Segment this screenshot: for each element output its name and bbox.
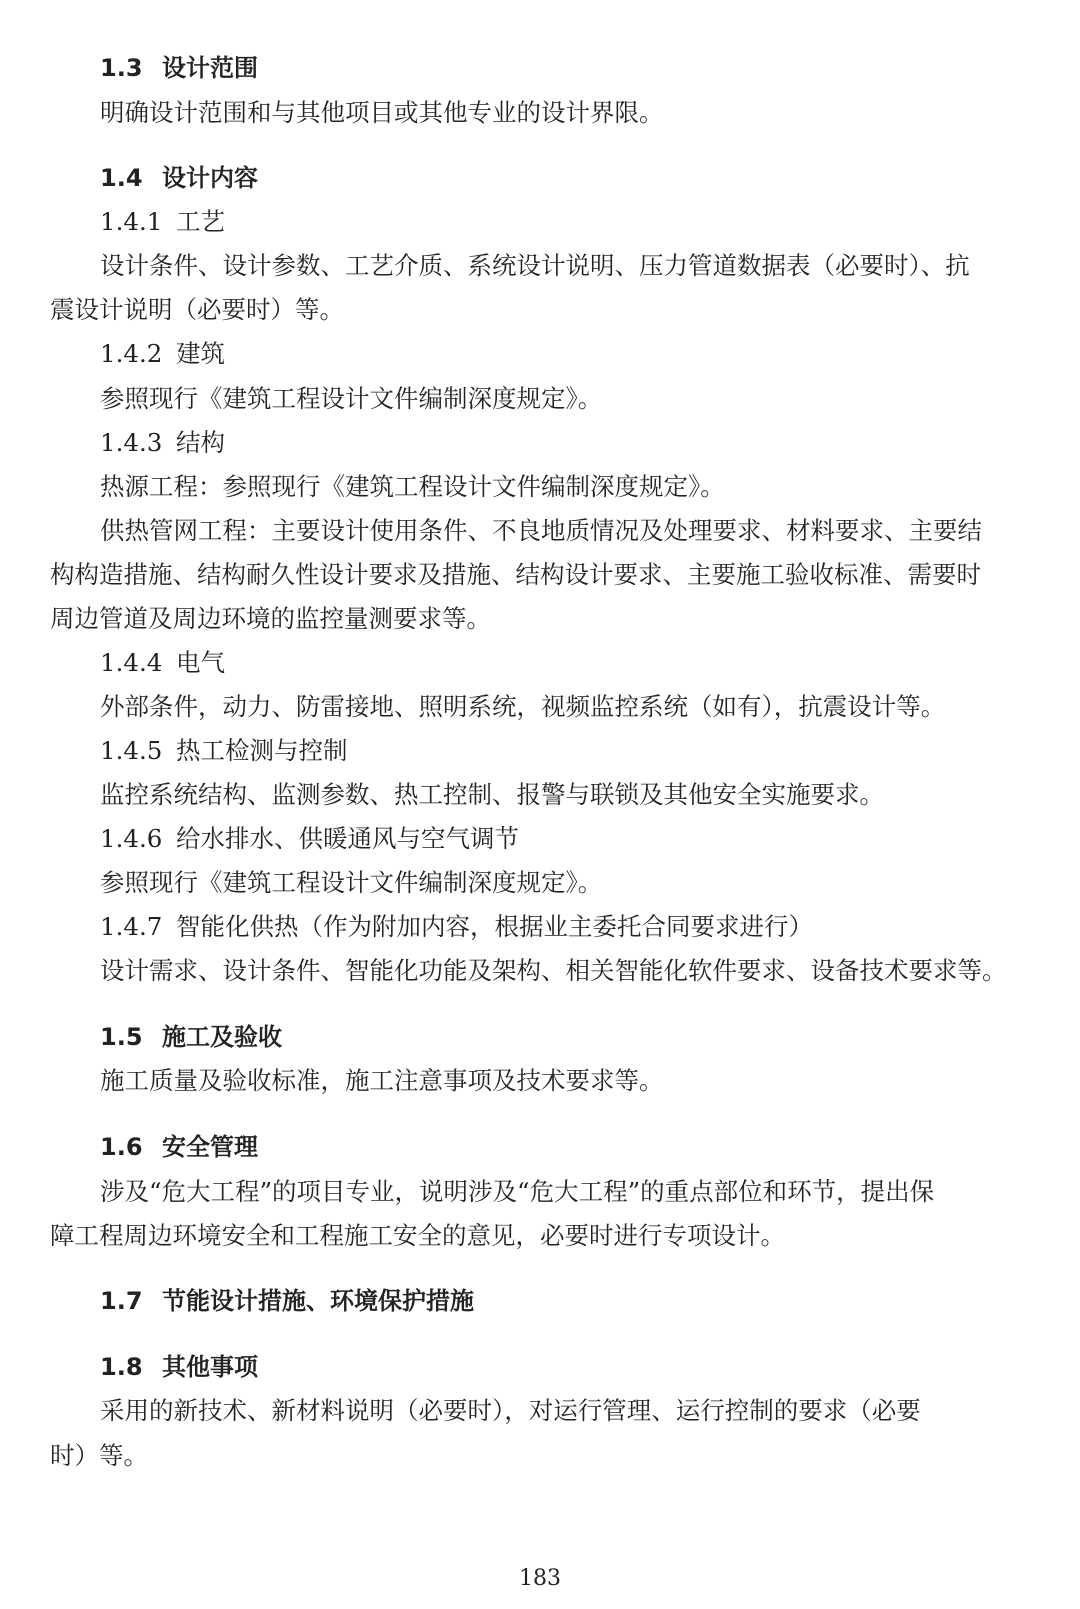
paragraph-line: 周边管道及周边环境的监控量测要求等。: [50, 604, 491, 633]
section-title: 设计范围: [162, 54, 258, 82]
subsection-title: 电气: [176, 648, 225, 677]
subsection-number: 1.4.6: [100, 824, 163, 853]
subsection-heading-1-4-5: [100, 736, 348, 766]
section-title: 其他事项: [162, 1353, 258, 1381]
section-number: 1.4: [100, 164, 143, 192]
paragraph-line: 时）等。: [50, 1441, 148, 1470]
section-title: 施工及验收: [162, 1023, 282, 1051]
paragraph-line: 涉及“危大工程”的项目专业，说明涉及“危大工程”的重点部位和环节，提出保: [100, 1177, 935, 1206]
subsection-title: 结构: [176, 428, 225, 457]
subsection-title: 工艺: [176, 207, 225, 236]
section-heading-1-6: [100, 1132, 258, 1162]
subsection-heading-1-4-3: [100, 428, 225, 458]
subsection-heading-1-4-2: [100, 339, 225, 369]
subsection-number: 1.4.5: [100, 736, 163, 765]
section-number: 1.5: [100, 1023, 143, 1051]
paragraph-line: 采用的新技术、新材料说明（必要时），对运行管理、运行控制的要求（必要: [100, 1396, 921, 1425]
paragraph-line: 施工质量及验收标准，施工注意事项及技术要求等。: [100, 1066, 664, 1095]
section-heading-1-4: [100, 163, 258, 193]
subsection-number: 1.4.3: [100, 428, 163, 457]
page-number: 183: [519, 1566, 561, 1591]
subsection-heading-1-4-7: [100, 912, 813, 942]
paragraph-line: 热源工程：参照现行《建筑工程设计文件编制深度规定》。: [100, 472, 725, 501]
section-number: 1.7: [100, 1287, 143, 1315]
paragraph-line: 障工程周边环境安全和工程施工安全的意见，必要时进行专项设计。: [50, 1221, 785, 1250]
section-title: 设计内容: [162, 164, 258, 192]
section-number: 1.8: [100, 1353, 143, 1381]
section-heading-1-5: [100, 1022, 282, 1052]
section-heading-1-8: [100, 1352, 258, 1382]
subsection-title: 智能化供热（作为附加内容，根据业主委托合同要求进行）: [176, 912, 813, 941]
subsection-title: 热工检测与控制: [176, 736, 348, 765]
subsection-heading-1-4-6: [100, 824, 519, 854]
section-number: 1.6: [100, 1133, 143, 1161]
subsection-number: 1.4.2: [100, 339, 163, 368]
subsection-title: 建筑: [176, 339, 225, 368]
paragraph-line: 监控系统结构、监测参数、热工控制、报警与联锁及其他安全实施要求。: [100, 780, 884, 809]
paragraph-line: 设计需求、设计条件、智能化功能及架构、相关智能化软件要求、设备技术要求等。: [100, 956, 1007, 985]
subsection-number: 1.4.1: [100, 207, 163, 236]
paragraph-line: 明确设计范围和与其他项目或其他专业的设计界限。: [100, 98, 664, 127]
section-title: 安全管理: [162, 1133, 258, 1161]
subsection-heading-1-4-4: [100, 648, 225, 678]
subsection-title: 给水排水、供暖通风与空气调节: [176, 824, 519, 853]
section-heading-1-3: [100, 53, 258, 83]
section-number: 1.3: [100, 54, 143, 82]
paragraph-line: 供热管网工程：主要设计使用条件、不良地质情况及处理要求、材料要求、主要结: [100, 516, 982, 545]
section-title: 节能设计措施、环境保护措施: [162, 1287, 474, 1315]
paragraph-line: 外部条件，动力、防雷接地、照明系统，视频监控系统（如有），抗震设计等。: [100, 692, 946, 721]
subsection-heading-1-4-1: [100, 207, 225, 237]
subsection-number: 1.4.7: [100, 912, 163, 941]
section-heading-1-7: [100, 1286, 474, 1316]
paragraph-line: 参照现行《建筑工程设计文件编制深度规定》。: [100, 384, 603, 413]
paragraph-line: 震设计说明（必要时）等。: [50, 295, 344, 324]
paragraph-line: 设计条件、设计参数、工艺介质、系统设计说明、压力管道数据表（必要时）、抗: [100, 251, 970, 280]
paragraph-line: 参照现行《建筑工程设计文件编制深度规定》。: [100, 868, 603, 897]
paragraph-line: 构构造措施、结构耐久性设计要求及措施、结构设计要求、主要施工验收标准、需要时: [50, 560, 981, 589]
subsection-number: 1.4.4: [100, 648, 163, 677]
